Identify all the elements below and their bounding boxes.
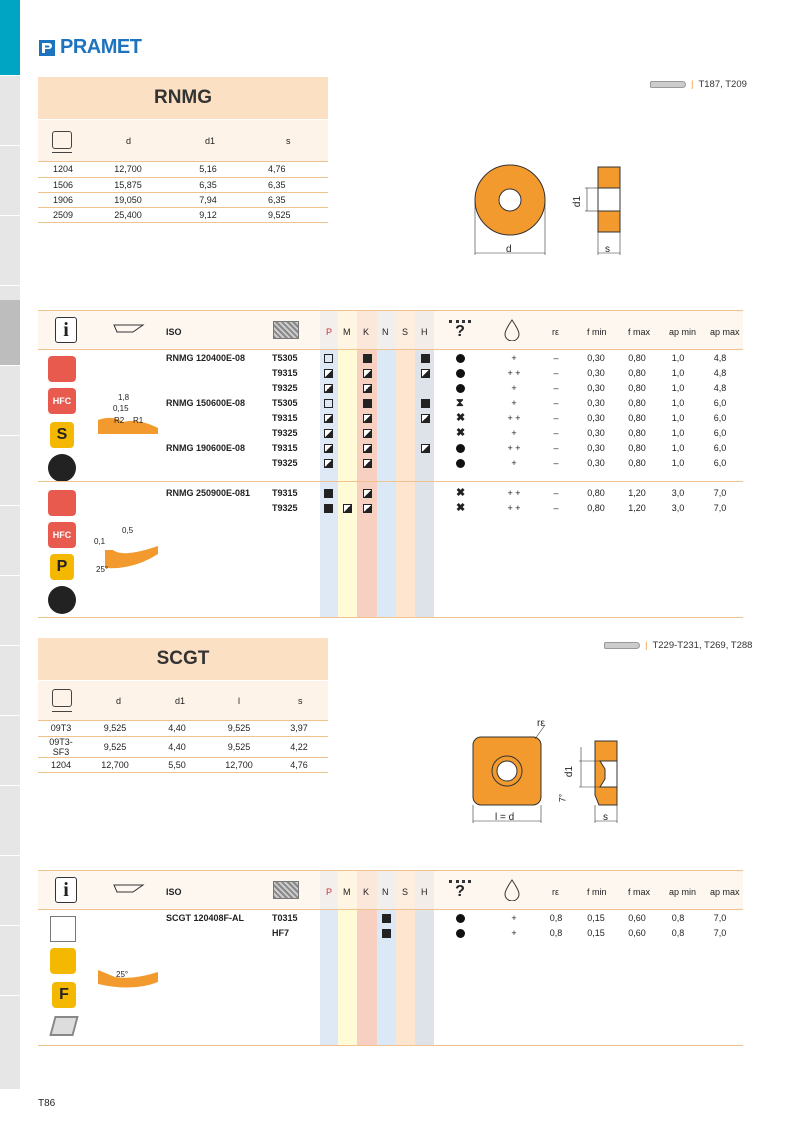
grade-code: T9315: [272, 443, 298, 453]
apmin-value: 1,0: [671, 413, 685, 423]
scgt-dim-header: [38, 681, 328, 721]
fmin-value: 0,30: [587, 428, 605, 438]
re-value: –: [553, 368, 559, 378]
suitability-mark: [363, 414, 372, 423]
suitability-mark: [363, 429, 372, 438]
suitability-mark: [324, 354, 333, 363]
apmax-value: 7,0: [713, 928, 727, 938]
suitability-mark: [421, 369, 430, 378]
grade-code: T9315: [272, 368, 298, 378]
hdr-m: M: [343, 327, 351, 337]
size-line-icon: [52, 711, 72, 712]
col-s: s: [298, 696, 303, 706]
geom-r2: R2: [114, 416, 125, 425]
fmax-value: 1,20: [628, 488, 646, 498]
re-value: –: [553, 383, 559, 393]
re-value: –: [553, 443, 559, 453]
iso-header: ISO: [166, 887, 182, 897]
apmax-value: 7,0: [713, 488, 727, 498]
coolant-value: +: [511, 398, 517, 408]
table-row: [38, 396, 743, 411]
table-row: [38, 456, 743, 471]
coolant-value: +: [511, 428, 517, 438]
fmin-value: 0,30: [587, 368, 605, 378]
cross-icon: ✖: [456, 487, 466, 499]
scgt-ref-pages[interactable]: T229-T231, T269, T288: [652, 640, 753, 651]
hdr-h: H: [421, 327, 428, 337]
suitability-mark: [382, 914, 391, 923]
rnmg-dim-header: [38, 120, 328, 162]
table-row: 1204 12,700 5,50 12,700 4,76: [38, 757, 328, 772]
table-row: [38, 926, 743, 941]
apmin-value: 3,0: [671, 503, 685, 513]
rnmg-dim-table: [38, 120, 328, 223]
scgt-insert-drawing: [465, 715, 645, 830]
side-tab[interactable]: [0, 506, 20, 576]
rnmg-label-s: s: [605, 244, 610, 255]
round-insert-icon: [48, 586, 76, 614]
table-bottom-border: [38, 617, 743, 618]
coolant-value: + +: [507, 503, 521, 513]
side-tab[interactable]: [0, 366, 20, 436]
cross-icon: ✖: [456, 502, 466, 514]
geom2-a: 0,5: [122, 526, 134, 535]
hdr-apmin: ap min: [669, 887, 697, 897]
hdr-fmax: f max: [628, 327, 651, 337]
table-row: [38, 911, 743, 926]
hfc-icon: HFC: [48, 522, 76, 548]
coolant-value: +: [511, 913, 517, 923]
coolant-value: + +: [507, 368, 521, 378]
suitability-mark: [324, 384, 333, 393]
apmin-value: 3,0: [671, 488, 685, 498]
dot-icon: [456, 384, 465, 393]
hdr-fmax: f max: [628, 887, 651, 897]
dot-icon: [456, 444, 465, 453]
fmax-value: 0,80: [628, 398, 646, 408]
re-value: –: [553, 503, 559, 513]
dot-icon: [456, 459, 465, 468]
side-tab[interactable]: [0, 576, 20, 646]
grade-code: HF7: [272, 928, 290, 938]
hdr-k: K: [363, 887, 370, 897]
apmin-value: 0,8: [671, 928, 685, 938]
chipbreaker-p-icon: P: [50, 554, 74, 580]
suitability-mark: [324, 369, 333, 378]
info-icon[interactable]: i: [55, 317, 77, 343]
apmax-value: 4,8: [713, 368, 727, 378]
hdr-fmin: f min: [587, 327, 607, 337]
re-value: –: [553, 398, 559, 408]
table-row: [38, 501, 743, 516]
suitability-mark: [421, 414, 430, 423]
hdr-p: P: [326, 327, 333, 337]
table-row: [38, 486, 743, 501]
table-row: 09T3-SF3 9,525 4,40 9,525 4,22: [38, 736, 328, 757]
table-row: [38, 381, 743, 396]
geom-b: 0,15: [113, 404, 129, 413]
re-value: –: [553, 353, 559, 363]
apmax-value: 7,0: [713, 913, 727, 923]
side-tab[interactable]: [0, 926, 20, 996]
apmin-value: 0,8: [671, 913, 685, 923]
side-tab[interactable]: [0, 146, 20, 216]
apmax-value: 6,0: [713, 413, 727, 423]
hdr-s: S: [402, 327, 409, 337]
finishing-icon: [50, 948, 76, 974]
fmax-value: 0,80: [628, 443, 646, 453]
fmin-value: 0,80: [587, 503, 605, 513]
suitability-mark: [363, 459, 372, 468]
insert-profile-icon: [113, 323, 145, 335]
hdr-re: rε: [552, 327, 560, 337]
scgt-label-d1: d1: [564, 765, 576, 778]
hdr-re: rε: [552, 887, 560, 897]
side-tab[interactable]: [0, 76, 20, 146]
suitability-mark: [363, 399, 372, 408]
grade-code: T9315: [272, 413, 298, 423]
ref-separator: |: [691, 79, 694, 90]
apmin-value: 1,0: [671, 383, 685, 393]
hdr-apmax: ap max: [710, 327, 740, 337]
table-row: [38, 441, 743, 456]
insert-shape-icon: [52, 131, 72, 149]
apmax-value: 7,0: [713, 503, 727, 513]
suitability-mark: [324, 444, 333, 453]
fmin-value: 0,30: [587, 398, 605, 408]
fmax-value: 0,80: [628, 383, 646, 393]
side-tab[interactable]: [0, 856, 20, 926]
col-s: s: [286, 136, 291, 146]
hfc-icon: HFC: [48, 388, 76, 414]
fmax-value: 0,80: [628, 368, 646, 378]
re-value: –: [553, 413, 559, 423]
side-tab[interactable]: [0, 996, 20, 1090]
grade-code: T5305: [272, 398, 298, 408]
hdr-n: N: [382, 887, 389, 897]
cross-icon: ✖: [456, 412, 466, 424]
chipbreaker-f-icon: F: [52, 982, 76, 1008]
dot-icon: [456, 354, 465, 363]
rnmg-insert-drawing: [465, 155, 645, 265]
table-row: [38, 426, 743, 441]
dot-icon: [456, 929, 465, 938]
fmin-value: 0,15: [587, 913, 605, 923]
grade-code: T5305: [272, 353, 298, 363]
material-icon: [273, 321, 299, 339]
chipbreaker-s-icon: S: [50, 422, 74, 448]
hdr-m: M: [343, 887, 351, 897]
page-number: T86: [38, 1098, 56, 1109]
grades-header: [38, 310, 743, 350]
table-row: [38, 366, 743, 381]
insert-code: RNMG 150600E-08: [166, 398, 246, 408]
coolant-value: +: [511, 458, 517, 468]
table-row: 09T3 9,525 4,40 9,525 3,97: [38, 721, 328, 736]
insert-code: RNMG 250900E-081: [166, 488, 251, 498]
apmin-value: 1,0: [671, 368, 685, 378]
hdr-apmax: ap max: [710, 887, 740, 897]
col-l: l: [238, 696, 240, 706]
suitability-mark: [363, 504, 372, 513]
hdr-p: P: [326, 887, 333, 897]
grade-code: T9315: [272, 488, 298, 498]
apmax-value: 6,0: [713, 428, 727, 438]
fmax-value: 0,80: [628, 413, 646, 423]
scgt-title: SCGT: [38, 638, 328, 680]
apmin-value: 1,0: [671, 428, 685, 438]
side-index-strip: [0, 0, 20, 1090]
suitability-mark: [421, 399, 430, 408]
suitability-mark: [363, 444, 372, 453]
coolant-drop-icon: [504, 319, 520, 341]
geom-r1: R1: [133, 416, 144, 425]
table-row: 2509 25,400 9,12 9,525: [38, 207, 328, 222]
fmax-value: 1,20: [628, 503, 646, 513]
insert-code: RNMG 120400E-08: [166, 353, 246, 363]
apmin-value: 1,0: [671, 398, 685, 408]
brand-name: PRAMET: [60, 36, 142, 58]
size-line-icon: [52, 152, 72, 153]
coolant-value: +: [511, 928, 517, 938]
scgt-dim-table: [38, 681, 328, 773]
hdr-n: N: [382, 327, 389, 337]
re-value: –: [553, 428, 559, 438]
fmin-value: 0,30: [587, 443, 605, 453]
apmin-value: 1,0: [671, 458, 685, 468]
grade-code: T9325: [272, 503, 298, 513]
table-bottom-border: [38, 1045, 743, 1046]
suitability-mark: [343, 504, 352, 513]
fmin-value: 0,30: [587, 353, 605, 363]
coolant-value: +: [511, 353, 517, 363]
fmin-value: 0,30: [587, 458, 605, 468]
grade-code: T9325: [272, 383, 298, 393]
scgt-dim-rows: [38, 721, 328, 773]
question-icon: ?: [449, 320, 471, 342]
coolant-value: + +: [507, 443, 521, 453]
side-tab[interactable]: [0, 716, 20, 786]
dot-icon: [456, 369, 465, 378]
hdr-s: S: [402, 887, 409, 897]
grade-code: T9325: [272, 458, 298, 468]
rnmg-reference: [650, 79, 747, 90]
ref-separator: |: [645, 640, 648, 651]
material-icon: [273, 881, 299, 899]
rnmg-label-d1: d1: [572, 195, 584, 208]
insert-profile-icon: [113, 883, 145, 895]
suitability-mark: [324, 489, 333, 498]
suitability-mark: [363, 384, 372, 393]
hdr-fmin: f min: [587, 887, 607, 897]
side-tab-active[interactable]: [0, 0, 20, 76]
iso-header: ISO: [166, 327, 182, 337]
rnmg-title: RNMG: [38, 77, 328, 119]
suitability-mark: [324, 429, 333, 438]
col-d1: d1: [205, 136, 216, 146]
grade-code: T0315: [272, 913, 298, 923]
scgt-grades-table: [38, 870, 743, 1046]
insert-shape-icon: [52, 689, 72, 707]
table-row: 1506 15,875 6,35 6,35: [38, 177, 328, 192]
apmax-value: 4,8: [713, 353, 727, 363]
grades-header: [38, 870, 743, 910]
scgt-label-angle: 7°: [557, 793, 568, 803]
rnmg-dim-rows: [38, 162, 328, 223]
dot-icon: [456, 914, 465, 923]
col-d: d: [116, 696, 122, 706]
side-tab[interactable]: [0, 646, 20, 716]
grade-code: T9325: [272, 428, 298, 438]
fmin-value: 0,30: [587, 413, 605, 423]
fmin-value: 0,15: [587, 928, 605, 938]
geom2-ang: 25°: [96, 565, 109, 574]
rnmg-grades-table: [38, 310, 743, 618]
suitability-mark: [324, 459, 333, 468]
table-row: 1204 12,700 5,16 4,76: [38, 162, 328, 177]
holder-icon: [604, 642, 640, 649]
holder-icon: [650, 81, 686, 88]
hdr-h: H: [421, 887, 428, 897]
suitability-mark: [421, 354, 430, 363]
info-icon[interactable]: i: [55, 877, 77, 903]
fmax-value: 0,80: [628, 458, 646, 468]
scgt-label-s: s: [603, 812, 608, 823]
side-tab[interactable]: [0, 216, 20, 286]
coolant-value: + +: [507, 488, 521, 498]
fmax-value: 0,80: [628, 428, 646, 438]
rnmg-label-d: d: [506, 244, 512, 255]
bowtie-icon: ⧗: [456, 397, 464, 409]
scgt-geom-ang: 25°: [116, 970, 129, 979]
coolant-drop-icon: [504, 879, 520, 901]
geom-a: 1,8: [118, 393, 130, 402]
rnmg-ref-pages[interactable]: T187, T209: [698, 79, 747, 90]
apmin-value: 1,0: [671, 443, 685, 453]
question-icon: ?: [449, 880, 471, 902]
apmax-value: 6,0: [713, 458, 727, 468]
hdr-k: K: [363, 327, 370, 337]
coolant-value: +: [511, 383, 517, 393]
re-value: –: [553, 458, 559, 468]
group-divider: [38, 481, 743, 482]
scgt-reference: [604, 640, 752, 651]
suitability-mark: [382, 929, 391, 938]
col-d: d: [126, 136, 132, 146]
apmax-value: 6,0: [713, 443, 727, 453]
geom2-b: 0,1: [94, 537, 106, 546]
fmin-value: 0,80: [587, 488, 605, 498]
scgt-label-ld: l = d: [495, 812, 515, 823]
fmax-value: 0,60: [628, 913, 646, 923]
suitability-mark: [363, 489, 372, 498]
suitability-mark: [421, 444, 430, 453]
suitability-mark: [324, 504, 333, 513]
pramet-logo-icon: [38, 39, 56, 57]
apmax-value: 6,0: [713, 398, 727, 408]
apmax-value: 4,8: [713, 383, 727, 393]
scgt-label-re: rε: [537, 718, 545, 729]
fmax-value: 0,60: [628, 928, 646, 938]
side-tab-current[interactable]: [0, 300, 20, 366]
table-row: [38, 351, 743, 366]
re-value: 0,8: [549, 928, 563, 938]
suitability-mark: [363, 354, 372, 363]
side-tab[interactable]: [0, 786, 20, 856]
apmin-value: 1,0: [671, 353, 685, 363]
table-row: 1906 19,050 7,94 6,35: [38, 192, 328, 207]
re-value: 0,8: [549, 913, 563, 923]
insert-code: SCGT 120408F-AL: [166, 913, 245, 923]
suitability-mark: [324, 414, 333, 423]
insert-code: RNMG 190600E-08: [166, 443, 246, 453]
table-row: [38, 411, 743, 426]
square-insert-icon: [49, 1016, 78, 1036]
suitability-mark: [363, 369, 372, 378]
coolant-value: + +: [507, 413, 521, 423]
fmax-value: 0,80: [628, 353, 646, 363]
side-tab[interactable]: [0, 436, 20, 506]
brand-logo: [38, 36, 141, 59]
fmin-value: 0,30: [587, 383, 605, 393]
suitability-mark: [324, 399, 333, 408]
cross-icon: ✖: [456, 427, 466, 439]
re-value: –: [553, 488, 559, 498]
col-d1: d1: [175, 696, 186, 706]
hdr-apmin: ap min: [669, 327, 697, 337]
